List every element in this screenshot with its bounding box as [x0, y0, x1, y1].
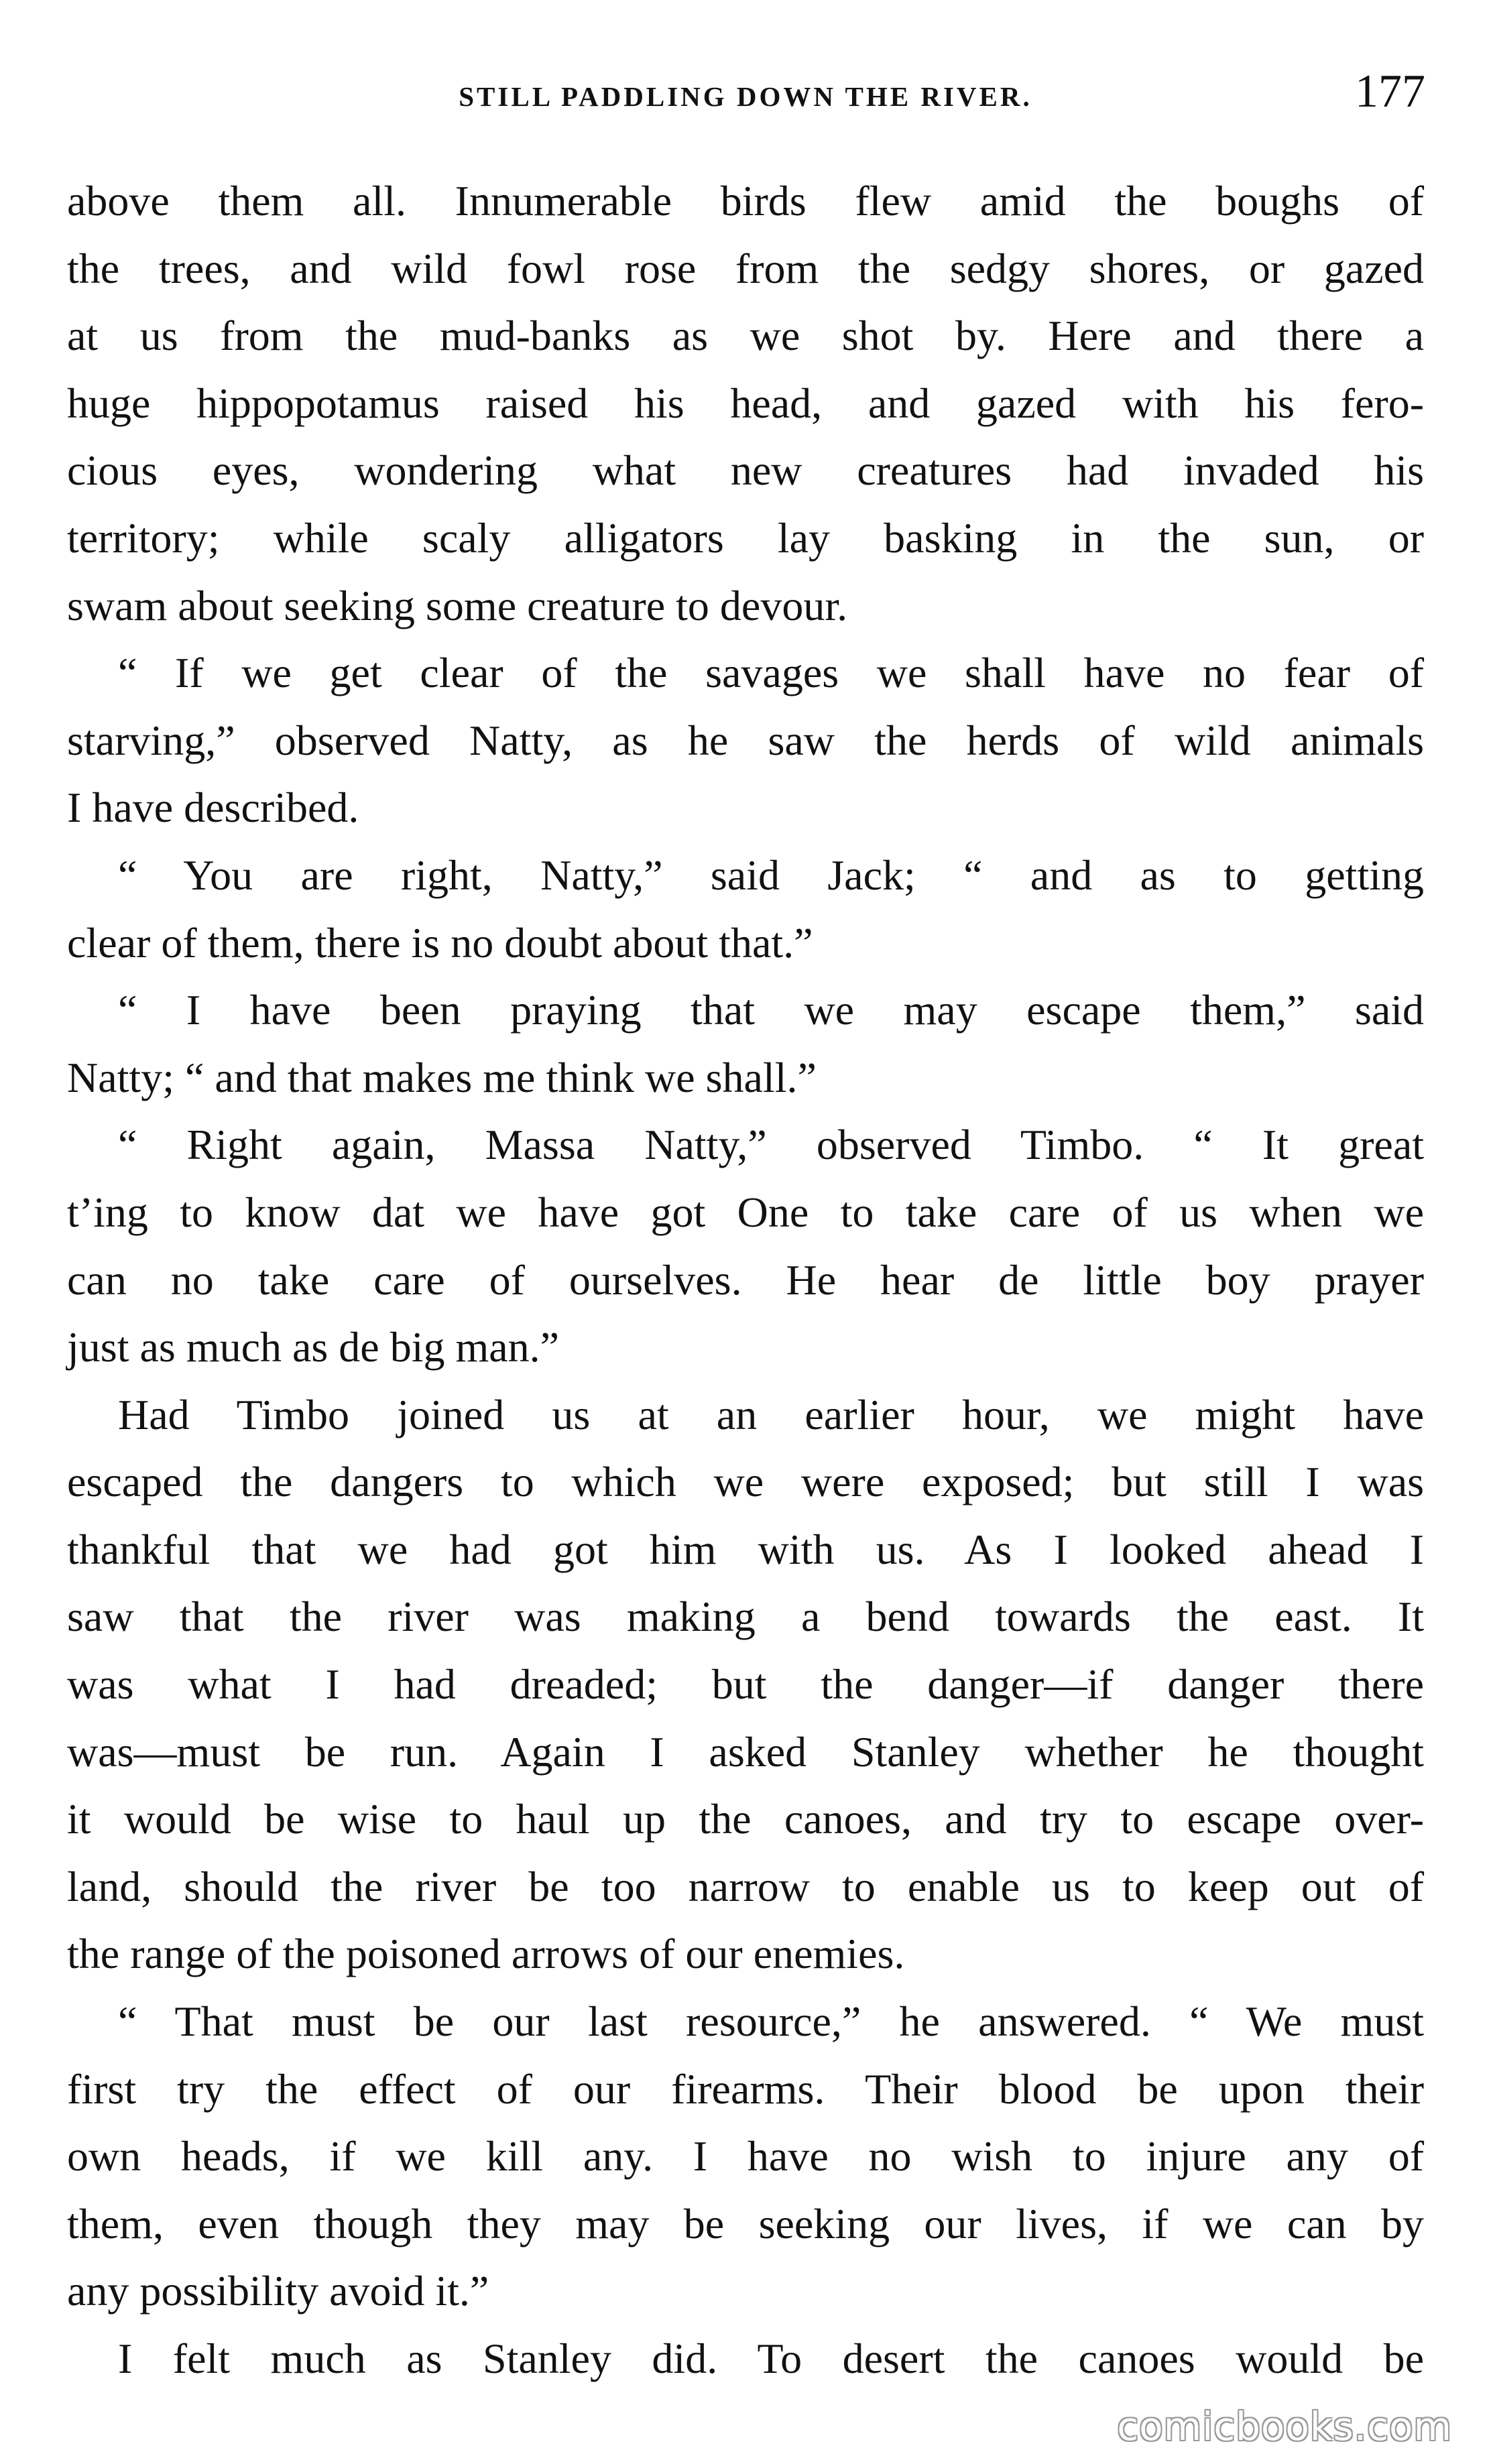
text-line: above them all. Innumerable birds flew amid the boughs of [67, 177, 1424, 225]
text-line: swam about seeking some creature to devour. [67, 581, 848, 629]
text-line: thankful that we had got him with us. As I looked ahead I [67, 1525, 1424, 1573]
text-line: the range of the poisoned arrows of our enemies. [67, 1930, 905, 1978]
text-line: “ If we get clear of the savages we shall have no fear of [118, 649, 1424, 697]
running-title: STILL PADDLING DOWN THE RIVER. [459, 81, 1032, 112]
text-line: first try the effect of our firearms. Their blood be upon their [67, 2065, 1424, 2113]
text-line: I felt much as Stanley did. To desert the canoes would be [118, 2335, 1424, 2382]
running-head [66, 62, 1425, 122]
text-line: Natty; “ and that makes me think we shall.” [67, 1053, 817, 1101]
text-line: it would be wise to haul up the canoes, and try to escape over- [67, 1795, 1424, 1843]
text-line: own heads, if we kill any. I have no wish to injure any of [67, 2132, 1424, 2180]
text-line: land, should the river be too narrow to enable us to keep out of [67, 1862, 1424, 1910]
text-line: starving,” observed Natty, as he saw the herds of wild animals [67, 716, 1424, 764]
text-line: the trees, and wild fowl rose from the sedgy shores, or gazed [67, 244, 1424, 292]
text-line: just as much as de big man.” [67, 1323, 560, 1371]
watermark: comicbooks.com [1117, 2404, 1452, 2449]
text-line: “ You are right, Natty,” said Jack; “ and as to getting [118, 851, 1424, 899]
text-line: huge hippopotamus raised his head, and gazed with his fero- [67, 379, 1424, 427]
text-line: was—must be run. Again I asked Stanley whether he thought [67, 1727, 1424, 1776]
text-line: “ That must be our last resource,” he answered. “ We must [118, 1997, 1424, 2046]
text-line: can no take care of ourselves. He hear de little boy prayer [67, 1255, 1424, 1304]
body-text [67, 168, 1424, 2393]
text-line: Had Timbo joined us at an earlier hour, we might have [118, 1390, 1424, 1438]
text-line: t’ing to know dat we have got One to take care of us when we [67, 1188, 1424, 1236]
page-number: 177 [1355, 66, 1425, 117]
text-line: territory; while scaly alligators lay basking in the sun, or [67, 513, 1424, 562]
text-line: “ I have been praying that we may escape them,” said [118, 986, 1424, 1034]
text-line: clear of them, there is no doubt about that.” [67, 918, 813, 967]
text-line: any possibility avoid it.” [67, 2267, 489, 2315]
text-line: was what I had dreaded; but the danger—if danger there [67, 1660, 1424, 1709]
text-line: escaped the dangers to which we were exposed; but still I was [67, 1458, 1424, 1506]
text-line: them, even though they may be seeking our lives, if we can by [67, 2199, 1424, 2247]
text-line: at us from the mud-banks as we shot by. Here and there a [67, 312, 1424, 360]
text-line: I have described. [67, 784, 359, 832]
text-line: “ Right again, Massa Natty,” observed Timbo. “ It great [118, 1121, 1424, 1169]
text-line: cious eyes, wondering what new creatures had invaded his [67, 446, 1424, 495]
text-line: saw that the river was making a bend towards the east. It [67, 1593, 1424, 1641]
